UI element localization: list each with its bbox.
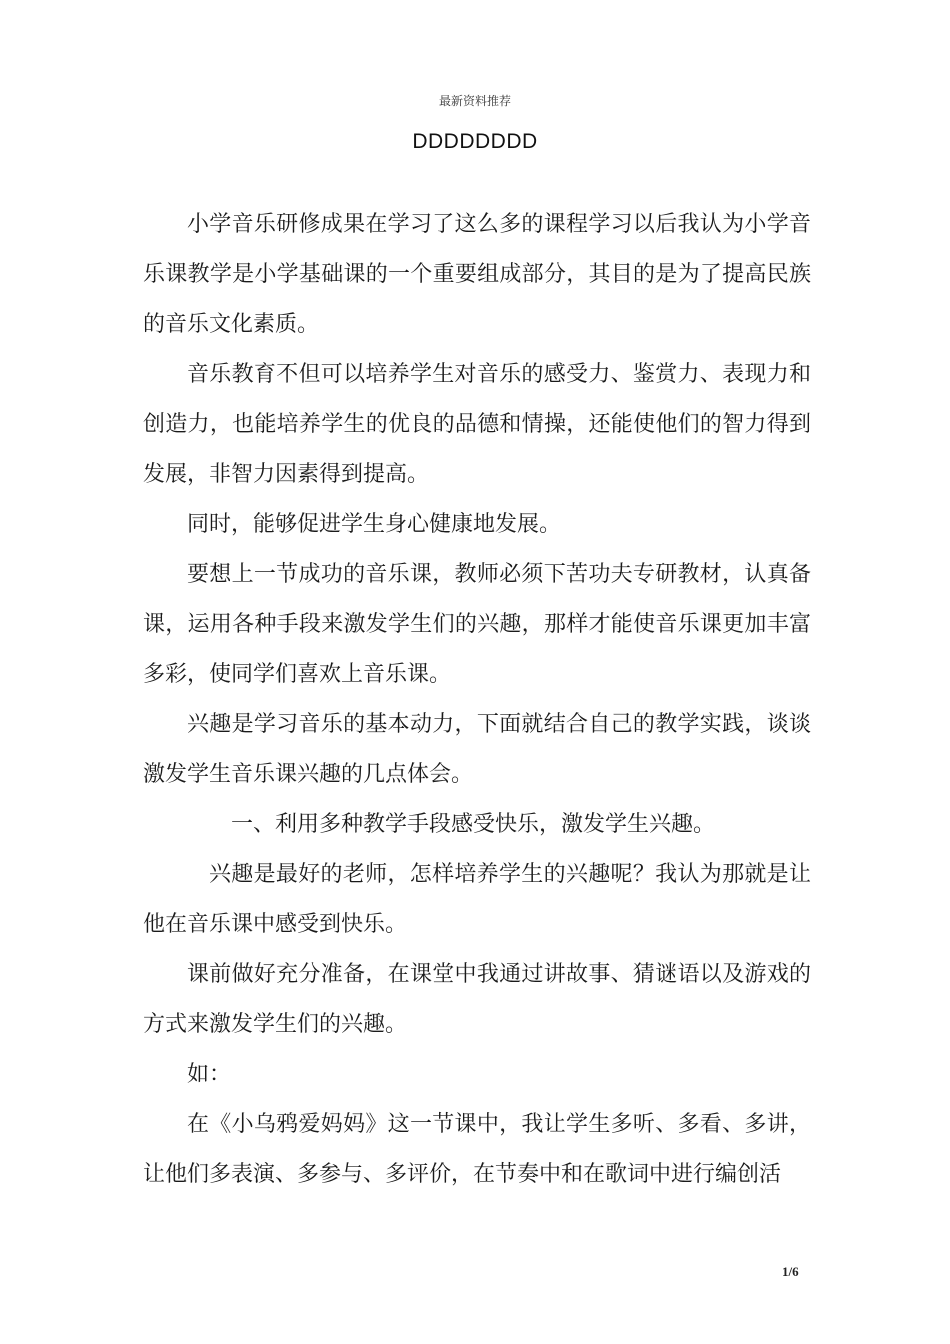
paragraph: 如： [187, 1062, 232, 1087]
page-number: 1/6 [782, 1264, 799, 1279]
paragraph: 兴趣是学习音乐的基本动力，下面就结合自己的教学实践，谈谈激发学生音乐课兴趣的几点体会。 [143, 712, 811, 787]
paragraph: 同时，能够促进学生身心健康地发展。 [187, 512, 562, 537]
paragraph: 课前做好充分准备，在课堂中我通过讲故事、猜谜语以及游戏的方式来激发学生们的兴趣。 [143, 962, 811, 1037]
paragraph: 在《小乌鸦爱妈妈》这一节课中，我让学生多听、多看、多讲，让他们多表演、多参与、多评价，在节奏中和在歌词中进行编创活 [143, 1112, 811, 1187]
paragraph: 小学音乐研修成果在学习了这么多的课程学习以后我认为小学音乐课教学是小学基础课的一个重要组成部分，其目的是为了提高民族的音乐文化素质。 [143, 212, 811, 337]
paragraph: 要想上一节成功的音乐课，教师必须下苦功夫专研教材，认真备课，运用各种手段来激发学生们的兴趣，那样才能使音乐课更加丰富多彩，使同学们喜欢上音乐课。 [143, 562, 811, 687]
paragraph: 兴趣是最好的老师，怎样培养学生的兴趣呢？我认为那就是让他在音乐课中感受到快乐。 [143, 862, 811, 937]
paragraph: 音乐教育不但可以培养学生对音乐的感受力、鉴赏力、表现力和创造力，也能培养学生的优良的品德和情操，还能使他们的智力得到发展，非智力因素得到提高。 [143, 362, 811, 487]
document-title: DDDDDDDD [412, 130, 538, 153]
header-note: 最新资料推荐 [438, 94, 511, 108]
section-heading: 一、利用多种教学手段感受快乐，激发学生兴趣。 [231, 812, 716, 837]
document-body [143, 200, 811, 1200]
